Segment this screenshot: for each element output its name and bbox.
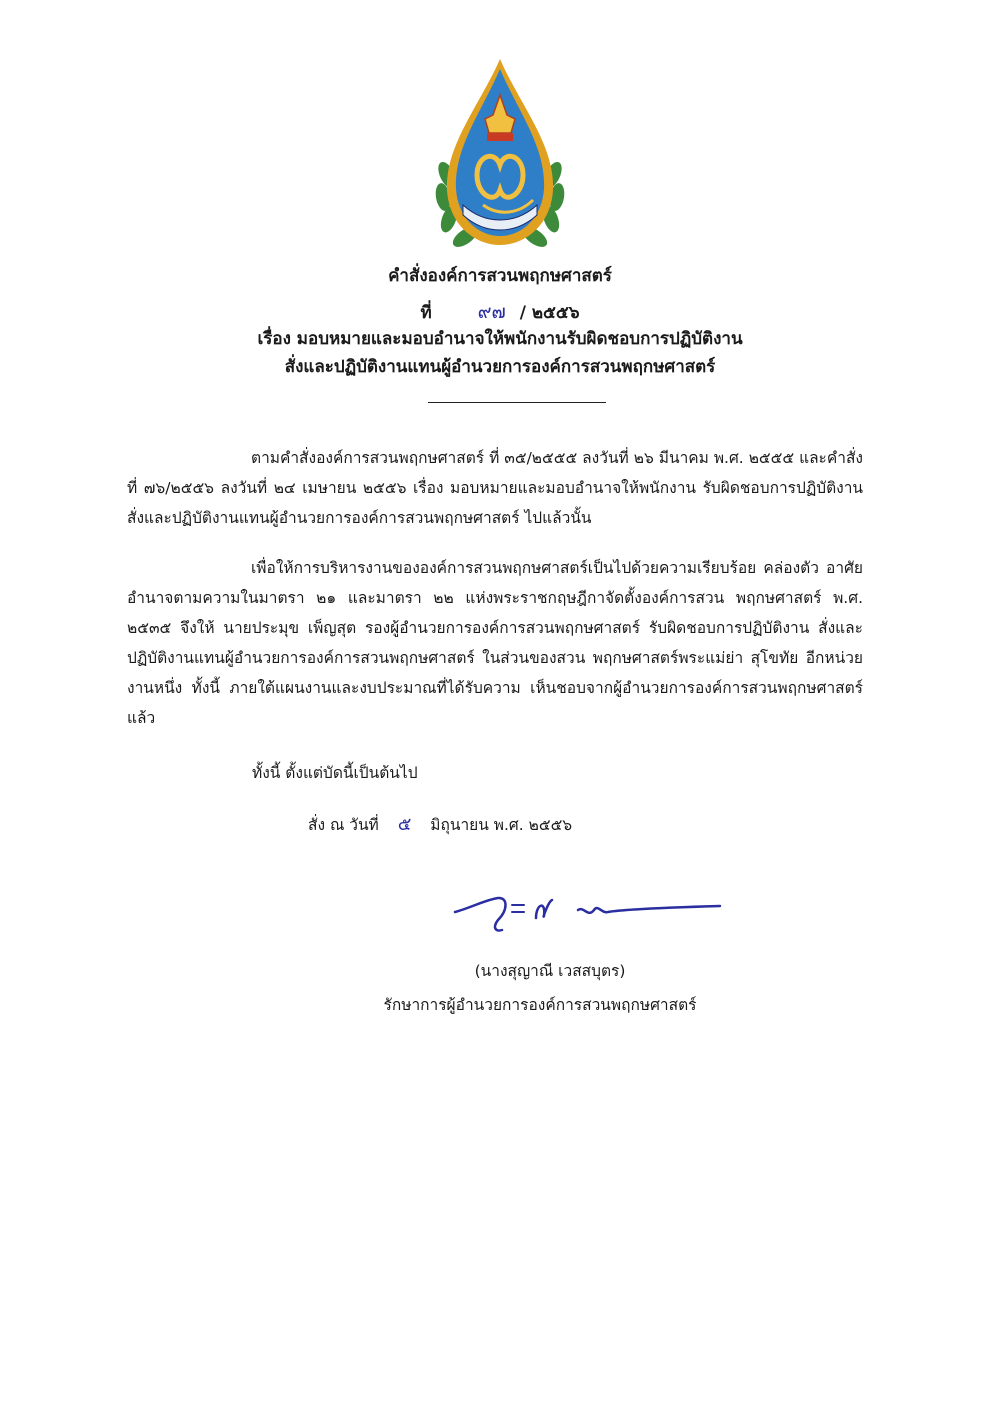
paragraph-3: ทั้งนี้ ตั้งแต่บัดนี้เป็นต้นไป (252, 764, 418, 782)
order-number-year: / ๒๕๕๖ (519, 303, 580, 323)
order-number: ๙๗ (477, 301, 506, 323)
date-day: ๕ (397, 814, 412, 835)
handwritten-signature (450, 880, 730, 940)
order-date (308, 810, 572, 840)
paragraph-1 (127, 443, 863, 533)
org-emblem-icon (425, 55, 575, 255)
subject-line-2: สั่งและปฏิบัติงานแทนผู้อำนวยการองค์การสวนพฤกษศาสตร์ (284, 357, 716, 377)
date-rest: มิถุนายน พ.ศ. ๒๕๕๖ (430, 816, 573, 834)
title-divider (428, 402, 606, 403)
subject-line-1: เรื่อง มอบหมายและมอบอำนาจให้พนักงานรับผิดชอบการปฏิบัติงาน (257, 329, 743, 349)
order-title: คำสั่งองค์การสวนพฤกษศาสตร์ (388, 266, 612, 286)
paragraph-2 (127, 553, 863, 733)
signatory-role: รักษาการผู้อำนวยการองค์การสวนพฤกษศาสตร์ (383, 996, 697, 1014)
date-prefix: สั่ง ณ วันที่ (308, 816, 379, 834)
paragraph-2-text: เพื่อให้การบริหารงานขององค์การสวนพฤกษศาสตร์เป็นไปด้วยความเรียบร้อย คล่องตัว อาศัยอำนาจตามความในมาตรา ๒๑ และมาตรา ๒๒ แห่งพระราชกฤษฎีกาจัดตั้งองค์การสวน พฤกษศาสตร์ พ.ศ. ๒๕๓๕ จึงให้ นายประมุข เพ็ญสุต รองผู้อำนวยการองค์การสวนพฤกษศาสตร์ รับผิดชอบการปฏิบัติงาน สั่งและปฏิบัติงานแทนผู้อำนวยการองค์การสวนพฤกษศาสตร์ ในส่วนของสวน พฤกษศาสตร์พระแม่ย่า สุโขทัย อีกหน่วยงานหนึ่ง ทั้งนี้ ภายใต้แผนงานและงบประมาณที่ได้รับความ เห็นชอบจากผู้อำนวยการองค์การสวนพฤกษศาสตร์แล้ว (127, 559, 863, 727)
order-subject (0, 325, 1000, 381)
signatory-name: (นางสุญาณี เวสสบุตร) (474, 962, 626, 980)
order-number-line (0, 297, 1000, 327)
paragraph-1-text: ตามคำสั่งองค์การสวนพฤกษศาสตร์ ที่ ๓๕/๒๕๕๕ ลงวันที่ ๒๖ มีนาคม พ.ศ. ๒๕๕๕ และคำสั่งที่ ๗๖/๒๕๕๖ ลงวันที่ ๒๔ เมษายน ๒๕๕๖ เรื่อง มอบหมายและมอบอำนาจให้พนักงาน รับผิดชอบการปฏิบัติงาน สั่งและปฏิบัติงานแทนผู้อำนวยการองค์การสวนพฤกษศาสตร์ ไปแล้วนั้น (127, 449, 863, 527)
order-number-prefix: ที่ (420, 303, 432, 323)
